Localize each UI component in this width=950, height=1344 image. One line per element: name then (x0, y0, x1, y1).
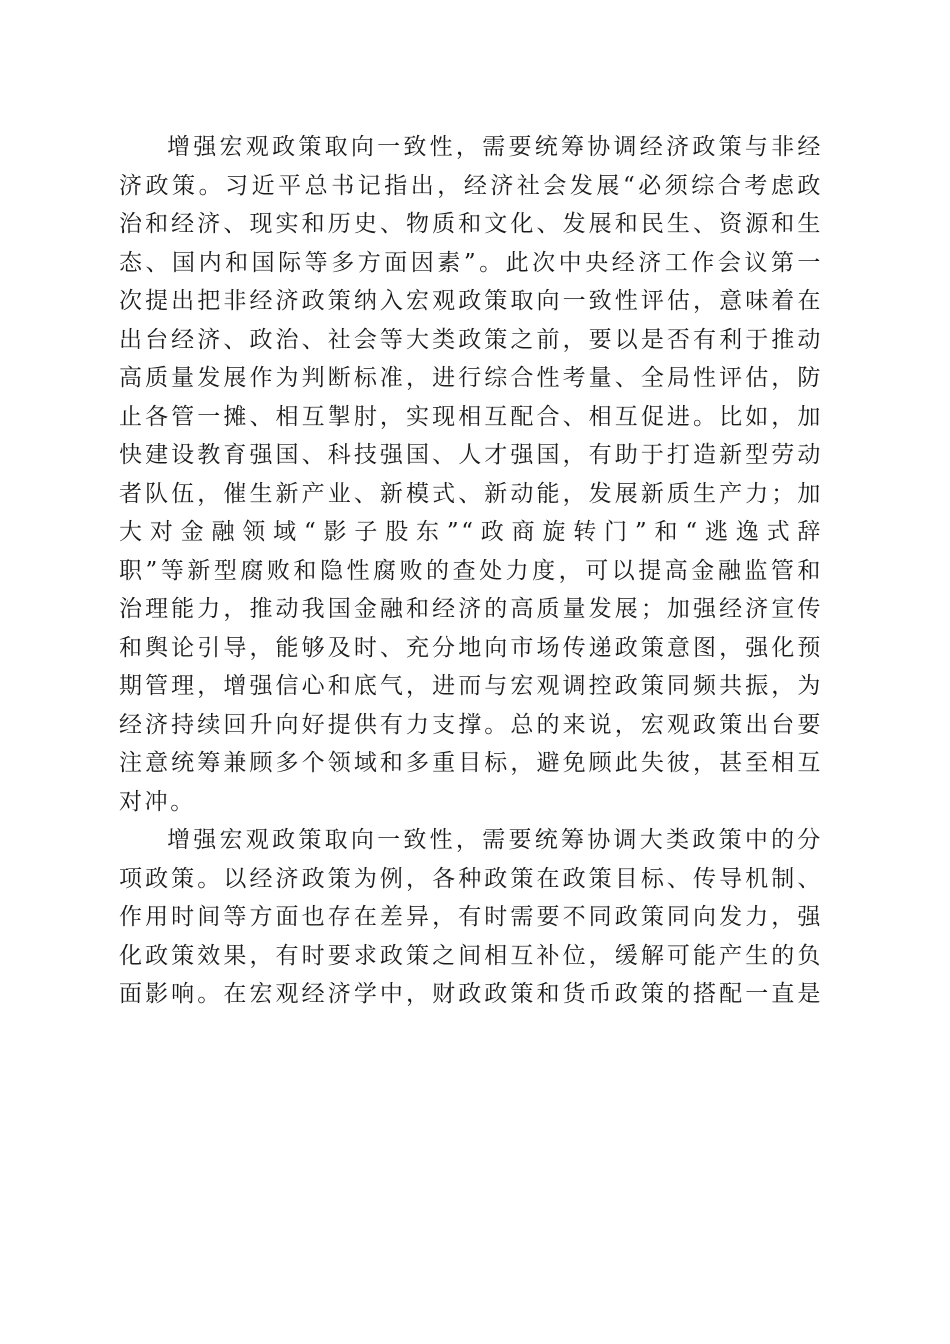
text-line: 次提出把非经济政策纳入宏观政策取向一致性评估，意味着在 (119, 288, 823, 314)
text-line: 大对金融领域“影子股东”“政商旋转门”和“逃逸式辞 (119, 519, 823, 545)
text-line: 作用时间等方面也存在差异，有时需要不同政策同向发力，强 (119, 904, 823, 930)
text-line: 增强宏观政策取向一致性，需要统筹协调大类政策中的分 (167, 827, 823, 853)
paragraph-1 (119, 128, 823, 821)
text-line: 快建设教育强国、科技强国、人才强国，有助于打造新型劳动 (119, 442, 823, 468)
text-line: 增强宏观政策取向一致性，需要统筹协调经济政策与非经 (167, 134, 823, 160)
text-line: 济政策。习近平总书记指出，经济社会发展“必须综合考虑政 (119, 172, 823, 199)
text-line: 期管理，增强信心和底气，进而与宏观调控政策同频共振，为 (119, 673, 823, 699)
text-line: 止各管一摊、相互掣肘，实现相互配合、相互促进。比如，加 (119, 403, 823, 430)
text-line: 出台经济、政治、社会等大类政策之前，要以是否有利于推动 (119, 326, 823, 353)
text-line: 者队伍，催生新产业、新模式、新动能，发展新质生产力；加 (119, 480, 823, 507)
text-line: 对冲。 (119, 788, 196, 815)
text-line: 治理能力，推动我国金融和经济的高质量发展；加强经济宣传 (119, 596, 823, 622)
text-line: 态、国内和国际等多方面因素”。此次中央经济工作会议第一 (119, 249, 823, 276)
text-line: 和舆论引导，能够及时、充分地向市场传递政策意图，强化预 (119, 634, 823, 661)
text-line: 治和经济、现实和历史、物质和文化、发展和民生、资源和生 (119, 211, 823, 237)
document-body (119, 128, 823, 1014)
text-line: 高质量发展作为判断标准，进行综合性考量、全局性评估，防 (119, 365, 823, 391)
text-line: 经济持续回升向好提供有力支撑。总的来说，宏观政策出台要 (119, 711, 823, 738)
text-line: 注意统筹兼顾多个领域和多重目标，避免顾此失彼，甚至相互 (119, 750, 823, 776)
text-line: 面影响。在宏观经济学中，财政政策和货币政策的搭配一直是 (119, 981, 823, 1007)
text-line: 职”等新型腐败和隐性腐败的查处力度，可以提高金融监管和 (119, 557, 823, 584)
text-line: 项政策。以经济政策为例，各种政策在政策目标、传导机制、 (119, 865, 823, 892)
paragraph-2 (119, 821, 823, 1014)
text-line: 化政策效果，有时要求政策之间相互补位，缓解可能产生的负 (119, 942, 823, 969)
